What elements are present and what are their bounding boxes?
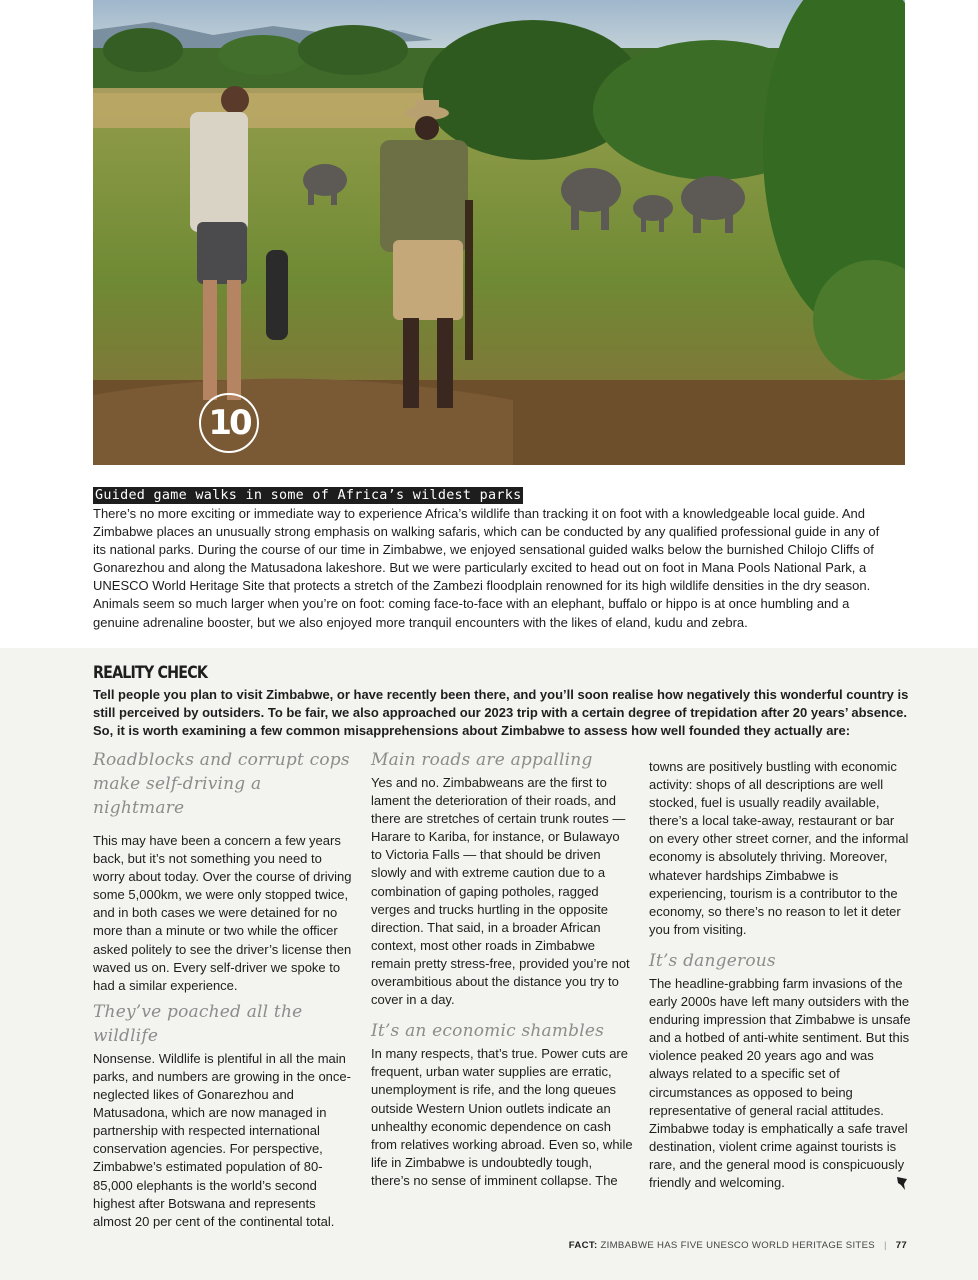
reality-check-title: REALITY CHECK bbox=[93, 663, 208, 683]
paragraph: Nonsense. Wildlife is plentiful in all the main parks, and numbers are growing in the once-neglected likes of Gonarezhou and Matusadona, which are now managed in partnership with respected international conservation agencies. For perspective, Zimbabwe’s estimated population of 80-85,000 elephants is the world’s second highest after Botswana and represents almost 20 per cent of the continental total. bbox=[93, 1050, 351, 1229]
paragraph: towns are positively bustling with economic activity: shops of all descriptions are well stocked, fuel is usually readily available, there’s a local take-away, restaurant or bar on every other street corner, and the informal economy is absolutely thriving. Moreover, whatever hardships Zimbabwe is experiencing, tourism is a contributor to the economy, so there’s no reason to let it deter you from visiting. bbox=[649, 759, 909, 937]
paragraph: In many respects, that’s true. Power cuts are frequent, urban water supplies are erratic, unemployment is rife, and the long queues outside Western Union outlets indicate an unhealthy economic dependence on cash from relatives working abroad. Even so, while life in Zimbabwe is undoubtedly tough, there’s no sense of imminent collapse. The bbox=[371, 1046, 633, 1188]
subheading: It’s dangerous bbox=[649, 950, 776, 971]
column-2 bbox=[371, 748, 633, 1190]
paragraph: The headline-grabbing farm invasions of the early 2000s have left many outsiders with the enduring impression that Zimbabwe is unsafe and a hotbed of anti-white sentiment. But this violence peaked 20 years ago and was always related to a specific set of circumstances as opposed to being representative of general racial attitudes. Zimbabwe today is emphatically a safe travel destination, violent crime against tourists is rare, and the general mood is conspicuously friendly and welcoming. bbox=[649, 975, 911, 1190]
subheading: They’ve poached all the wildlife bbox=[93, 1001, 303, 1046]
column-3 bbox=[649, 748, 911, 1192]
paragraph: Yes and no. Zimbabweans are the first to lament the deterioration of their roads, and there are stretches of certain trunk routes — Harare to Kariba, for instance, or Bulawayo to Victoria Falls — that should be driven slowly and with extreme caution due to a combination of gaping potholes, ragged verges and trucks hurtling in the opposite direction. That said, in a broader African context, most other roads in Zimbabwe remain pretty stress-free, provided you’re not overambitious about the distance you try to cover in a day. bbox=[371, 775, 630, 1008]
subheading: Roadblocks and corrupt cops make self-driving a nightmare bbox=[93, 750, 350, 818]
footer-separator: | bbox=[883, 1240, 887, 1251]
page-number: 77 bbox=[895, 1240, 907, 1251]
column-1 bbox=[93, 748, 355, 1231]
fact-text: ZIMBABWE HAS FIVE UNESCO WORLD HERITAGE SITES bbox=[600, 1240, 875, 1251]
item-number-badge: 10 bbox=[199, 393, 259, 453]
paragraph: This may have been a concern a few years back, but it’s not something you need to worry about today. Over the course of driving some 5,000km, we were only stopped twice, and in both cases we were detained for no more than a minute or two while the officer asked politely to see the driver’s license then waved us on. Every self-driver we spoke to had a similar experience. bbox=[93, 833, 352, 993]
page-footer bbox=[569, 1240, 907, 1251]
end-mark-icon bbox=[895, 1175, 909, 1191]
subheading: Main roads are appalling bbox=[371, 750, 593, 770]
subheading: It’s an economic shambles bbox=[371, 1021, 605, 1042]
section-body: There’s no more exciting or immediate way to experience Africa’s wildlife than tracking it on foot with a knowledgeable local guide. And Zimbabwe places an unusually strong emphasis on walking safaris, which can be conducted by any qualified professional guide in any of its national parks. During the course of our time in Zimbabwe, we enjoyed sensational guided walks below the burnished Chilojo Cliffs of Gonarezhou and along the Matusadona lakeshore. But we were particularly excited to head out on foot in Mana Pools National Park, a UNESCO World Heritage Site that protects a stretch of the Zambezi floodplain renowned for its high wildlife densities in the dry season. Animals seem so much larger when you’re on foot: coming face-to-face with an elephant, buffalo or hippo is at once humbling and a genuine adrenaline booster, but we also enjoyed more tranquil encounters with the likes of eland, kudu and zebra. bbox=[93, 506, 880, 630]
hero-photo bbox=[93, 0, 905, 465]
fact-label: FACT: bbox=[568, 1240, 598, 1251]
section-heading: Guided game walks in some of Africa’s wildest parks bbox=[95, 488, 522, 503]
reality-check-intro: Tell people you plan to visit Zimbabwe, or have recently been there, and you’ll soon realise how negatively this wonderful country is still perceived by outsiders. To be fair, we also approached our 2023 trip with a certain degree of trepidation after 20 years’ absence. So, it is worth examining a few common misapprehensions about Zimbabwe to assess how well founded they actually are: bbox=[93, 687, 909, 739]
